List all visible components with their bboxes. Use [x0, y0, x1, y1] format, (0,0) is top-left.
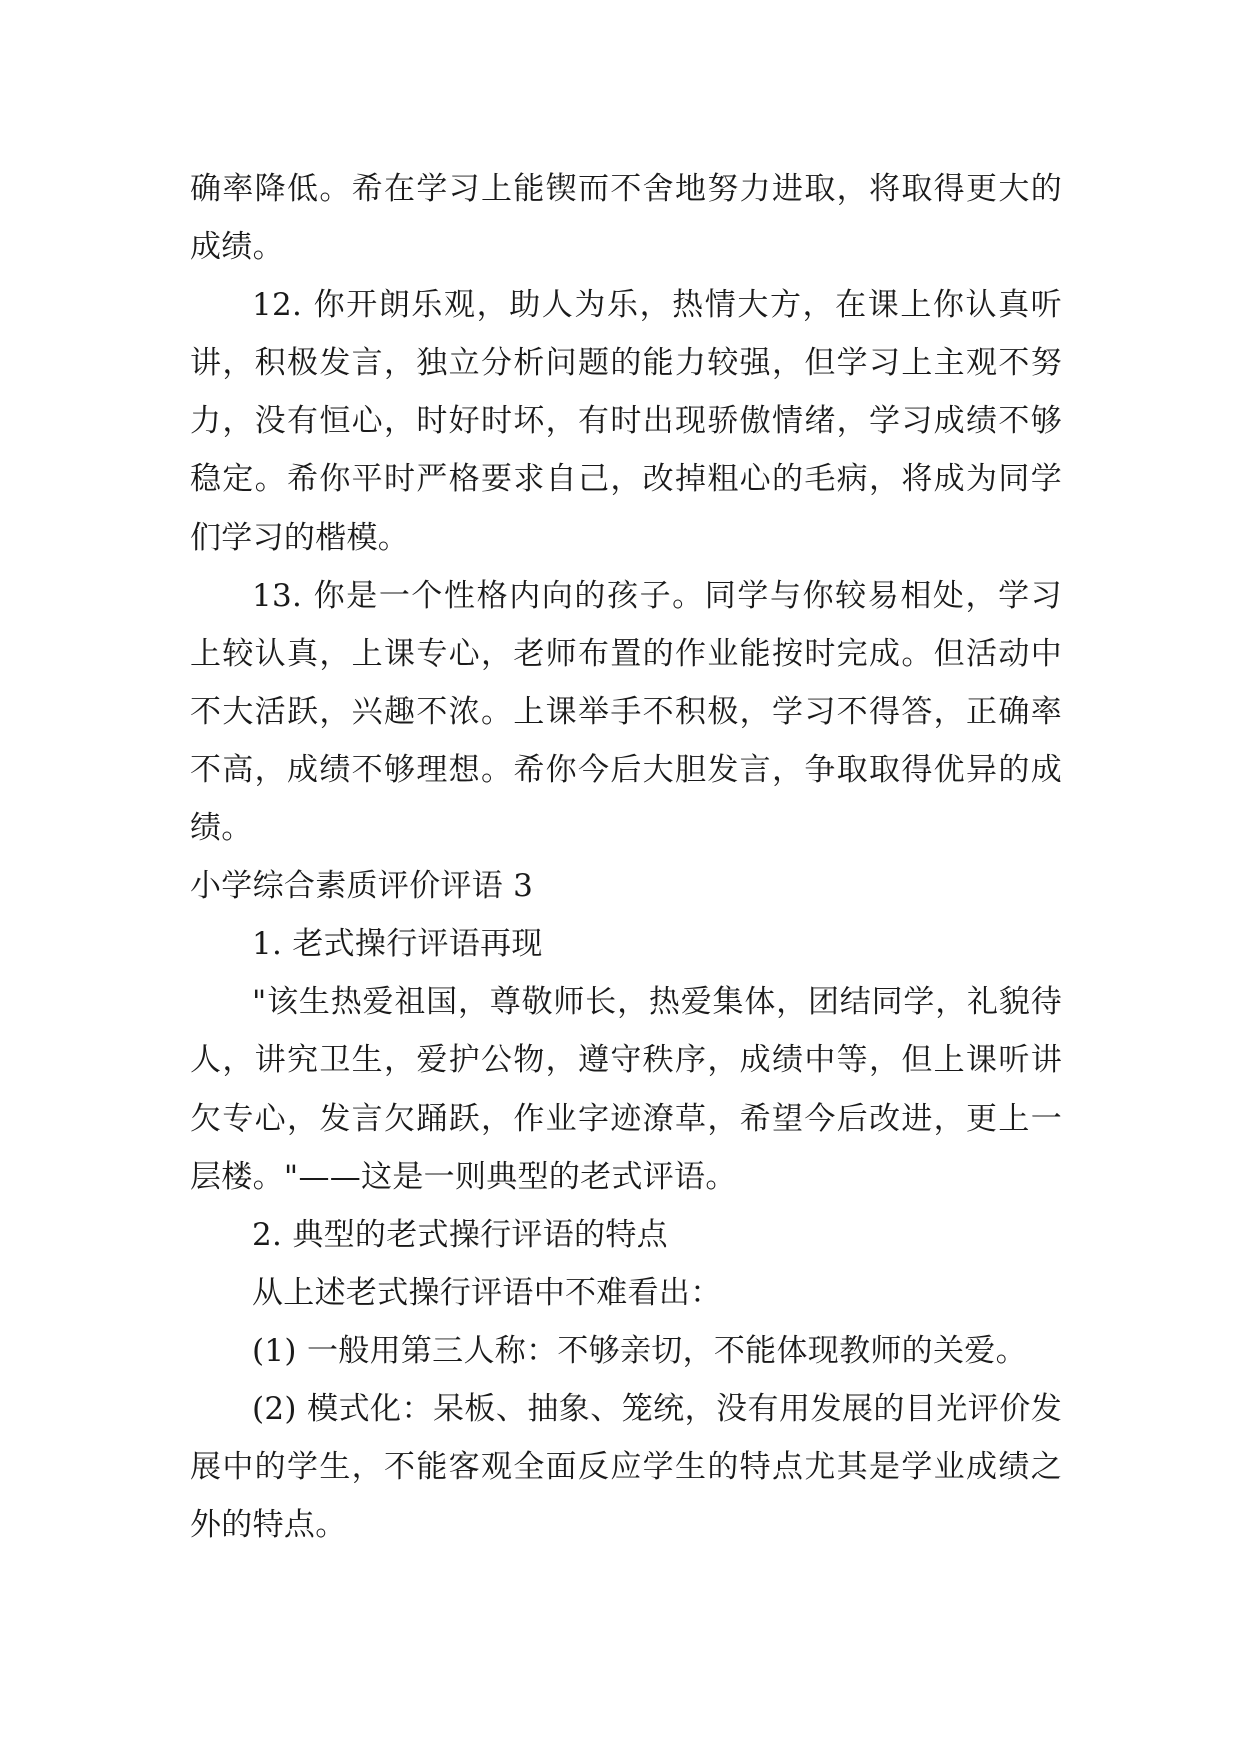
- paragraph-quoted-comment: "该生热爱祖国，尊敬师长，热爱集体，团结同学，礼貌待人，讲究卫生，爱护公物，遵守秩序，成绩中等，但上课听讲欠专心，发言欠踊跃，作业字迹潦草，希望今后改进，更上一层楼。"——这是一则典型的老式评语。: [190, 984, 1062, 1195]
- paragraph-continuation: 确率降低。希在学习上能锲而不舍地努力进取，将取得更大的成绩。: [190, 171, 1062, 266]
- subheading-old-style-comment: 1. 老式操行评语再现: [252, 926, 543, 963]
- subheading-characteristics: 2. 典型的老式操行评语的特点: [252, 1216, 668, 1253]
- document-body: [190, 160, 1062, 1554]
- list-item-1: (1) 一般用第三人称：不够亲切，不能体现教师的关爱。: [252, 1332, 1027, 1369]
- paragraph-intro: 从上述老式操行评语中不难看出：: [252, 1274, 722, 1311]
- list-item-2: (2) 模式化：呆板、抽象、笼统，没有用发展的目光评价发展中的学生，不能客观全面反应学生的特点尤其是学业成绩之外的特点。: [190, 1390, 1062, 1544]
- section-heading: 小学综合素质评价评语 3: [190, 868, 534, 905]
- paragraph-comment-13: 13. 你是一个性格内向的孩子。同学与你较易相处，学习上较认真，上课专心，老师布置的作业能按时完成。但活动中不大活跃，兴趣不浓。上课举手不积极，学习不得答，正确率不高，成绩不够理想。希你今后大胆发言，争取取得优异的成绩。: [190, 577, 1062, 847]
- paragraph-comment-12: 12. 你开朗乐观，助人为乐，热情大方，在课上你认真听讲，积极发言，独立分析问题的能力较强，但学习上主观不努力，没有恒心，时好时坏，有时出现骄傲情绪，学习成绩不够稳定。希你平时严格要求自己，改掉粗心的毛病，将成为同学们学习的楷模。: [190, 287, 1062, 556]
